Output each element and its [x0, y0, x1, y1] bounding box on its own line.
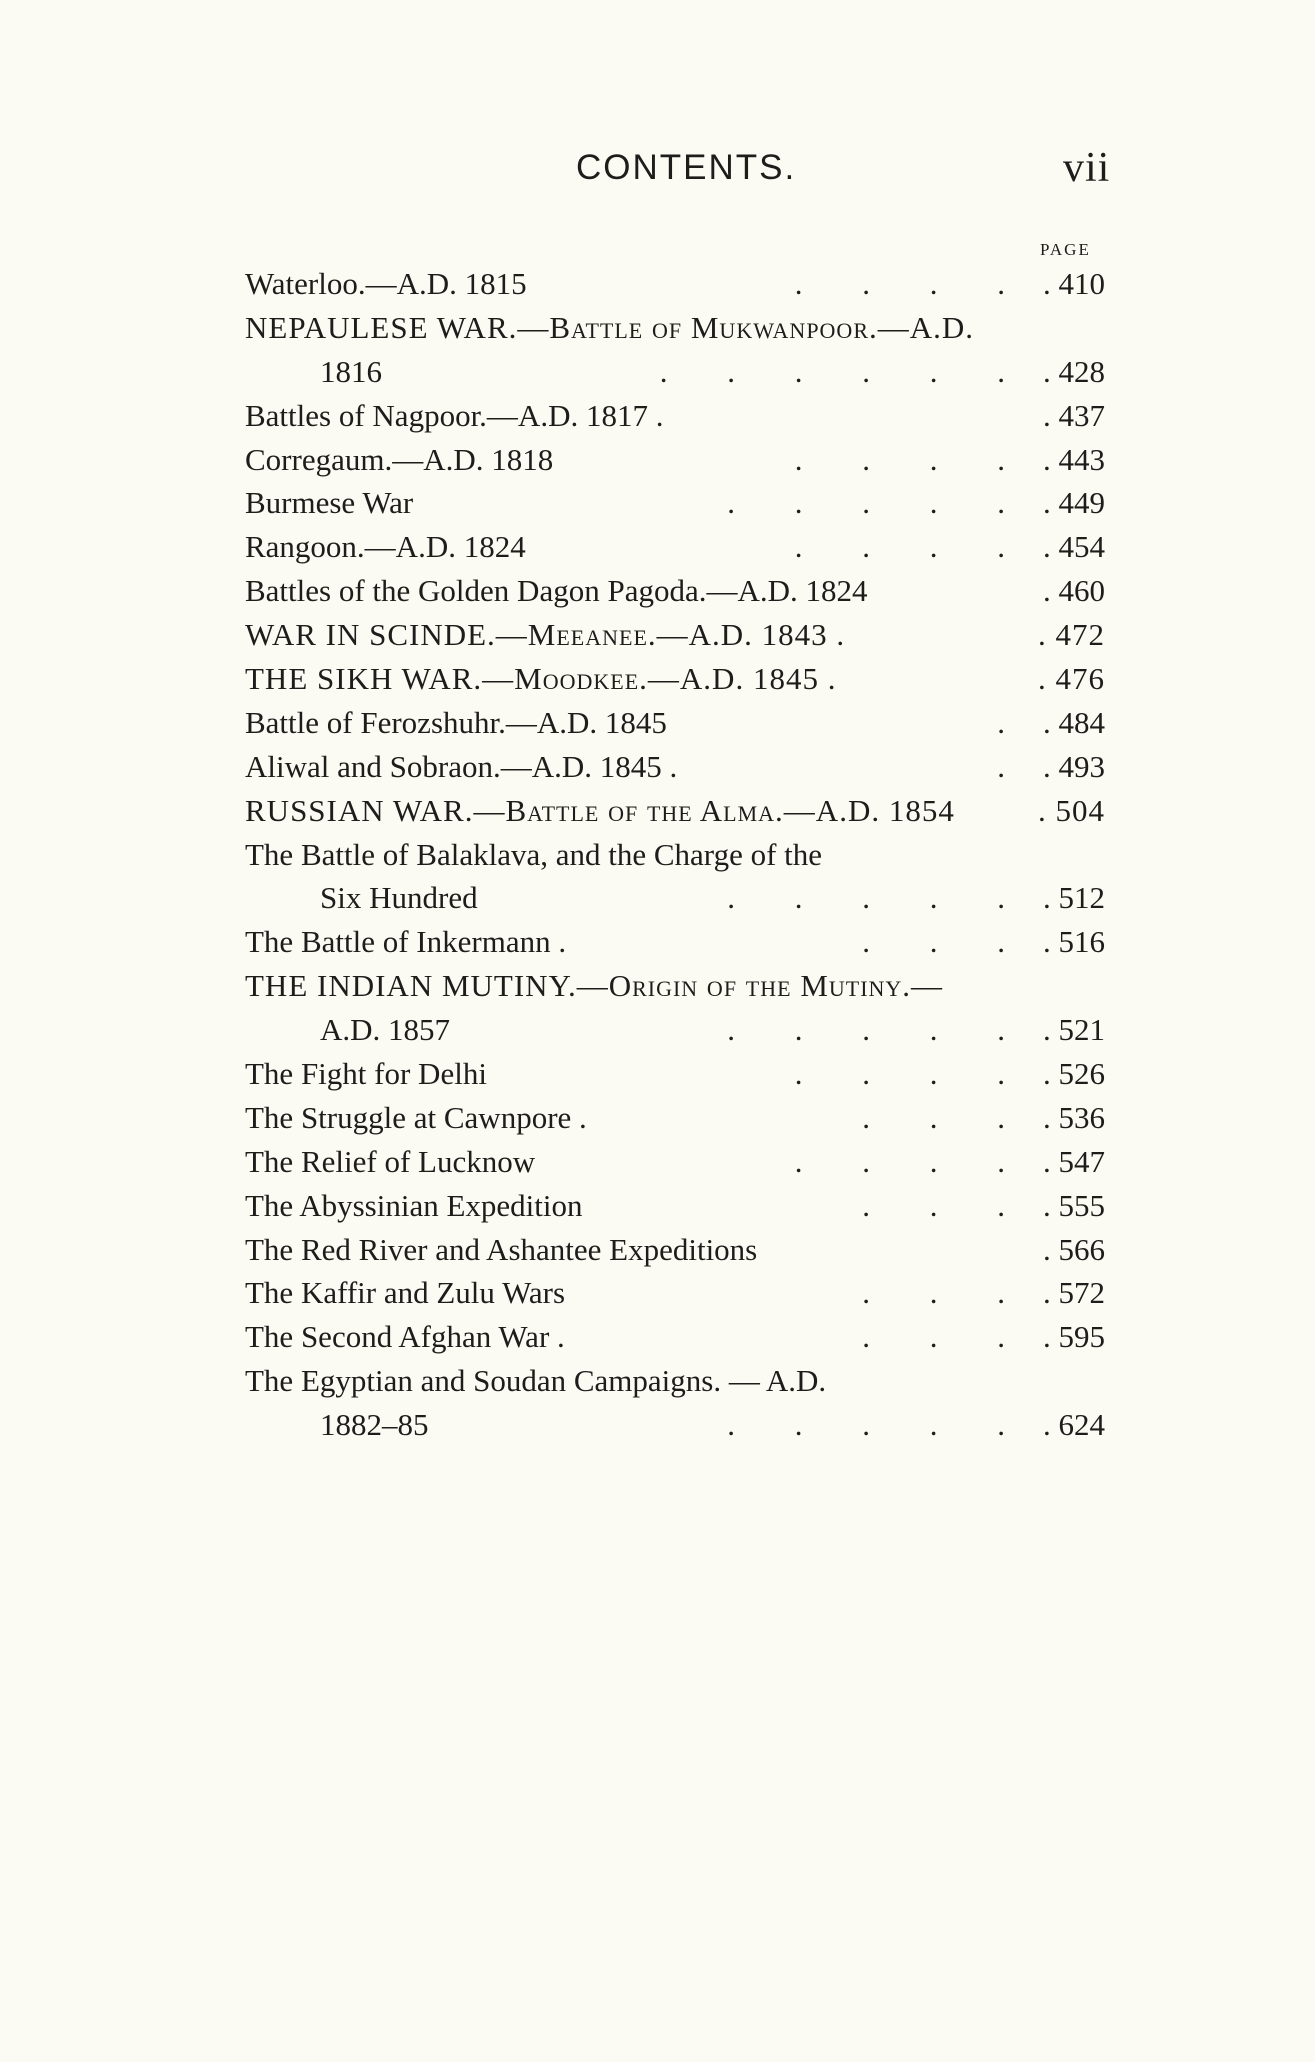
toc-entry [245, 1008, 1105, 1052]
page-column-label: PAGE [1040, 240, 1091, 259]
toc-entry-title: Battles of Nagpoor.—A.D. 1817 . [245, 397, 664, 433]
toc-entry [245, 1184, 1105, 1228]
toc-entry-title: Six Hundred [320, 880, 478, 916]
toc-entry-title: Aliwal and Sobraon.—A.D. 1845 . [245, 748, 678, 784]
toc-leader-dots: . . . . [794, 441, 1005, 477]
toc-entry [245, 1140, 1105, 1184]
toc-entry-page: . 472 [1038, 617, 1105, 653]
toc-entry-page: . 460 [1043, 573, 1105, 609]
toc-entry [245, 1359, 1105, 1403]
toc-entry-title: A.D. 1857 [320, 1012, 451, 1048]
toc-entry [245, 394, 1105, 438]
toc-entry-title: NEPAULESE WAR.—Battle of Mukwanpoor.—A.D. [245, 309, 975, 345]
toc-leader-dots: . . . . [794, 266, 1005, 301]
toc-entry-title: The Kaffir and Zulu Wars [245, 1275, 566, 1311]
toc-entry [245, 525, 1105, 569]
toc-entry-title: Battles of the Golden Dagon Pagoda.—A.D. 1824 [245, 573, 868, 609]
toc-entry [245, 569, 1105, 613]
toc-entry-title: THE SIKH WAR.—Moodkee.—A.D. 1845 . [245, 661, 837, 697]
toc-entry [245, 789, 1105, 833]
toc-entry-page: . 512 [1043, 880, 1105, 916]
toc-entry-page: . 526 [1043, 1056, 1105, 1092]
toc-entry-page: . 428 [1043, 353, 1105, 389]
toc-entry-title: WAR IN SCINDE.—Meeanee.—A.D. 1843 . [245, 617, 846, 653]
toc-entry [245, 657, 1105, 701]
toc-entry-page: . 572 [1043, 1275, 1105, 1311]
toc-leader-dots: . . . . [794, 1143, 1005, 1179]
table-of-contents [245, 262, 1105, 1447]
toc-entry-title: The Battle of Balaklava, and the Charge of the [245, 836, 823, 872]
toc-entry [245, 262, 1105, 306]
toc-entry-title: The Relief of Lucknow [245, 1143, 536, 1179]
toc-leader-dots: . . . . . [727, 1407, 1005, 1443]
toc-entry-title: The Abyssinian Expedition [245, 1187, 583, 1223]
toc-entry-page: . 449 [1043, 485, 1105, 521]
toc-entry-page: . 504 [1038, 792, 1105, 828]
toc-entry-page: . 547 [1043, 1143, 1105, 1179]
toc-entry [245, 1315, 1105, 1359]
toc-entry-page: . 624 [1043, 1407, 1105, 1443]
toc-entry-title: 1882–85 [320, 1407, 429, 1443]
toc-leader-dots: . . . [862, 1275, 1005, 1311]
toc-entry-title: Waterloo.—A.D. 1815 [245, 266, 527, 301]
toc-entry-page: . 566 [1043, 1231, 1105, 1267]
toc-leader-dots: . . . . . . [659, 353, 1005, 389]
toc-entry-title: Rangoon.—A.D. 1824 [245, 529, 526, 565]
toc-entry-page: . 476 [1038, 661, 1105, 697]
toc-entry [245, 1052, 1105, 1096]
toc-leader-dots: . . . [862, 924, 1005, 960]
toc-entry [245, 920, 1105, 964]
page-number: vii [1063, 145, 1111, 191]
toc-leader-dots: . [997, 748, 1005, 784]
toc-entry-page: . 521 [1043, 1012, 1105, 1048]
toc-entry-page: . 493 [1043, 748, 1105, 784]
toc-leader-dots: . . . . [794, 1056, 1005, 1092]
toc-entry [245, 964, 1105, 1008]
toc-entry-page: . 437 [1043, 397, 1105, 433]
toc-entry [245, 438, 1105, 482]
toc-leader-dots: . . . [862, 1099, 1005, 1135]
toc-entry [245, 1403, 1105, 1447]
toc-entry-title: THE INDIAN MUTINY.—Origin of the Mutiny.— [245, 968, 944, 1004]
toc-entry-title: Battle of Ferozshuhr.—A.D. 1845 [245, 704, 667, 740]
toc-entry [245, 350, 1105, 394]
toc-entry-title: RUSSIAN WAR.—Battle of the Alma.—A.D. 1854 [245, 792, 955, 828]
toc-entry [245, 1228, 1105, 1272]
toc-leader-dots: . . . . . [727, 1012, 1005, 1048]
toc-entry-page: . 516 [1043, 924, 1105, 960]
toc-entry-title: The Fight for Delhi [245, 1056, 487, 1092]
toc-entry-title: 1816 [320, 353, 382, 389]
toc-entry-page: . 484 [1043, 704, 1105, 740]
toc-entry [245, 613, 1105, 657]
toc-entry [245, 876, 1105, 920]
toc-leader-dots: . . . [862, 1319, 1005, 1355]
toc-leader-dots: . . . . . [727, 485, 1005, 521]
toc-entry-title: The Egyptian and Soudan Campaigns. — A.D. [245, 1363, 827, 1399]
toc-entry [245, 1096, 1105, 1140]
toc-entry [245, 701, 1105, 745]
toc-entry-title: Burmese War [245, 485, 414, 521]
toc-entry-title: The Second Afghan War . [245, 1319, 565, 1355]
toc-entry [245, 481, 1105, 525]
toc-entry-title: Corregaum.—A.D. 1818 [245, 441, 554, 477]
toc-leader-dots: . . . . [794, 529, 1005, 565]
toc-entry-page: . 454 [1043, 529, 1105, 565]
toc-entry-page: . 595 [1043, 1319, 1105, 1355]
toc-entry [245, 306, 1105, 350]
toc-leader-dots: . . . . . [727, 880, 1005, 916]
toc-entry-page: . 555 [1043, 1187, 1105, 1223]
running-head: CONTENTS. [576, 148, 797, 187]
toc-entry-page: . 443 [1043, 441, 1105, 477]
toc-entry-page: . 536 [1043, 1099, 1105, 1135]
toc-entry-page: . 410 [1043, 266, 1105, 301]
toc-entry-title: The Battle of Inkermann . [245, 924, 567, 960]
toc-entry [245, 745, 1105, 789]
toc-entry-title: The Struggle at Cawnpore . [245, 1099, 587, 1135]
toc-leader-dots: . . . [862, 1187, 1005, 1223]
toc-entry [245, 1271, 1105, 1315]
toc-entry-title: The Red River and Ashantee Expeditions [245, 1231, 758, 1267]
toc-entry [245, 833, 1105, 877]
toc-leader-dots: . [997, 704, 1005, 740]
